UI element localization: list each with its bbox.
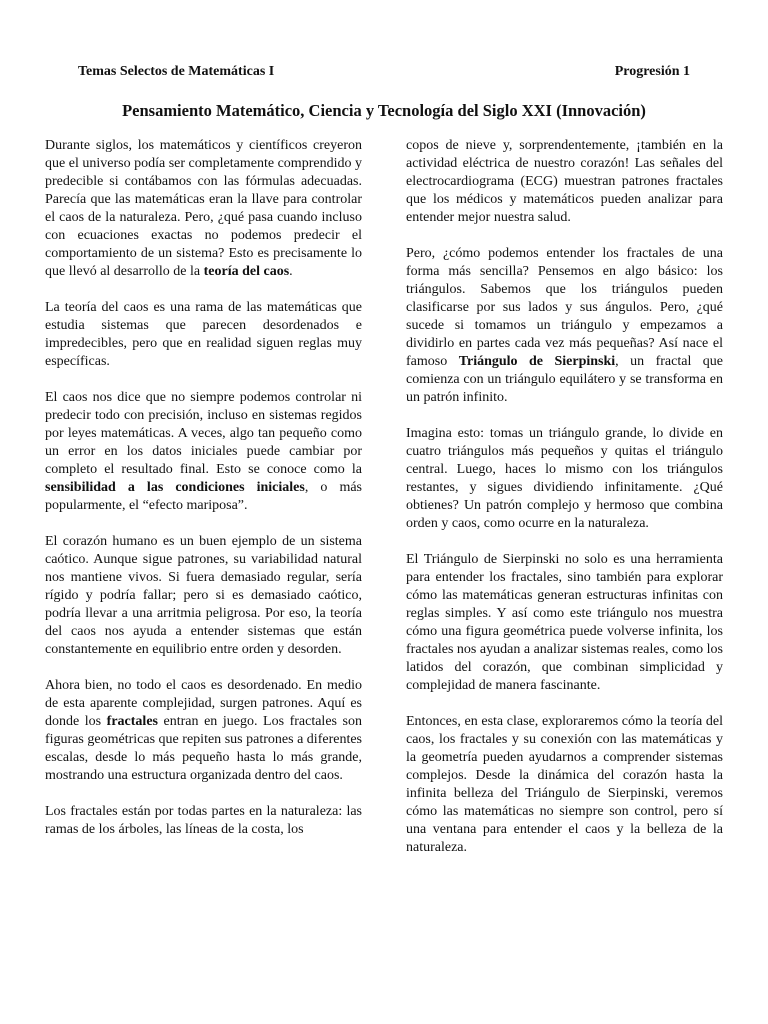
course-name: Temas Selectos de Matemáticas I (78, 64, 275, 79)
paragraph: La teoría del caos es una rama de las matemáticas que estudia sistemas que parecen desordenados e impredecibles, pero que en realidad siguen reglas muy específicas. (45, 300, 362, 369)
paragraph: El Triángulo de Sierpinski no solo es una herramienta para entender los fractales, sino también para explorar cómo las matemáticas generan estructuras infinitas con reglas simples. Y así como este triángulo nos muestra cómo una figura geométrica puede volverse infinita, los fractales nos ayudan a analizar sistemas reales, como los latidos del corazón, que combinan simplicidad y complejidad de manera fascinante. (406, 552, 723, 693)
paragraph: Ahora bien, no todo el caos es desordenado. En medio de esta aparente complejidad, surgen patrones. Aquí es donde los fractales entran en juego. Los fractales son figuras geométricas que repiten sus patrones a diferentes escalas, desde lo más pequeño hasta lo más grande, mostrando una estructura organizada dentro del caos. (45, 678, 362, 783)
paragraph: Imagina esto: tomas un triángulo grande, lo divide en cuatro triángulos más pequeños y quitas el triángulo central. Luego, haces lo mismo con los triángulos restantes, y sigues dividiendo infinitamente. ¿Qué obtienes? Un patrón complejo y hermoso que combina orden y caos, como ocurre en la naturaleza. (406, 426, 723, 531)
paragraph: copos de nieve y, sorprendentemente, ¡también en la actividad eléctrica de nuestro corazón! Las señales del electrocardiograma (ECG) muestran patrones fractales que los médicos y matemáticos pueden analizar para entender mejor nuestra salud. (406, 138, 723, 225)
bold-term: sensibilidad a las condiciones iniciales (45, 480, 305, 495)
paragraph: Entonces, en esta clase, exploraremos cómo la teoría del caos, los fractales y su conexión con las matemáticas y la geometría pueden ayudarnos a comprender sistemas complejos. Desde la dinámica del corazón hasta la infinita belleza del Triángulo de Sierpinski, veremos cómo las matemáticas no siempre son control, pero sí una ventana para entender el caos y la belleza de la naturaleza. (406, 714, 723, 855)
page-title: Pensamiento Matemático, Ciencia y Tecnología del Siglo XXI (Innovación) (122, 101, 646, 120)
right-column (406, 137, 723, 875)
paragraph: Durante siglos, los matemáticos y científicos creyeron que el universo podía ser completamente comprendido y predecible si contábamos con las fórmulas adecuadas. Parecía que las matemáticas eran la llave para controlar el caos de la naturaleza. Pero, ¿qué pasa cuando incluso con ecuaciones exactas no podemos predecir el comportamiento de un sistema? Esto es precisamente lo que llevó al desarrollo de la teoría del caos. (45, 138, 362, 279)
paragraph: Pero, ¿cómo podemos entender los fractales de una forma más sencilla? Pensemos en algo básico: los triángulos. Sabemos que los triángulos pueden clasificarse por sus lados y sus ángulos. Pero, ¿qué sucede si tomamos un triángulo y empezamos a dividirlo en partes cada vez más pequeñas? Así nace el famoso Triángulo de Sierpinski, un fractal que comienza con un triángulo equilátero y se transforma en un patrón infinito. (406, 246, 724, 405)
paragraph: Los fractales están por todas partes en la naturaleza: las ramas de los árboles, las líneas de la costa, los (45, 804, 362, 837)
paragraph: El caos nos dice que no siempre podemos controlar ni predecir todo con precisión, incluso en sistemas regidos por leyes matemáticas. A veces, algo tan pequeño como un error en los datos iniciales puede cambiar por completo el resultado final. Esto se conoce como la sensibilidad a las condiciones iniciales, o más popularmente, el “efecto mariposa”. (45, 390, 362, 513)
left-column (45, 137, 362, 857)
bold-term: teoría del caos (203, 264, 290, 279)
page-header (78, 64, 690, 84)
bold-term: Triángulo de Sierpinski (458, 354, 616, 369)
bold-term: fractales (106, 714, 158, 729)
progression-label: Progresión 1 (614, 64, 690, 79)
paragraph: El corazón humano es un buen ejemplo de un sistema caótico. Aunque sigue patrones, su variabilidad natural nos mantiene vivos. Si fuera demasiado regular, sería rígido y podría fallar; pero si es demasiado caótico, podría llevar a una arritmia peligrosa. Por eso, la teoría del caos nos ayuda a entender sistemas que están constantemente en equilibrio entre orden y desorden. (45, 534, 362, 657)
